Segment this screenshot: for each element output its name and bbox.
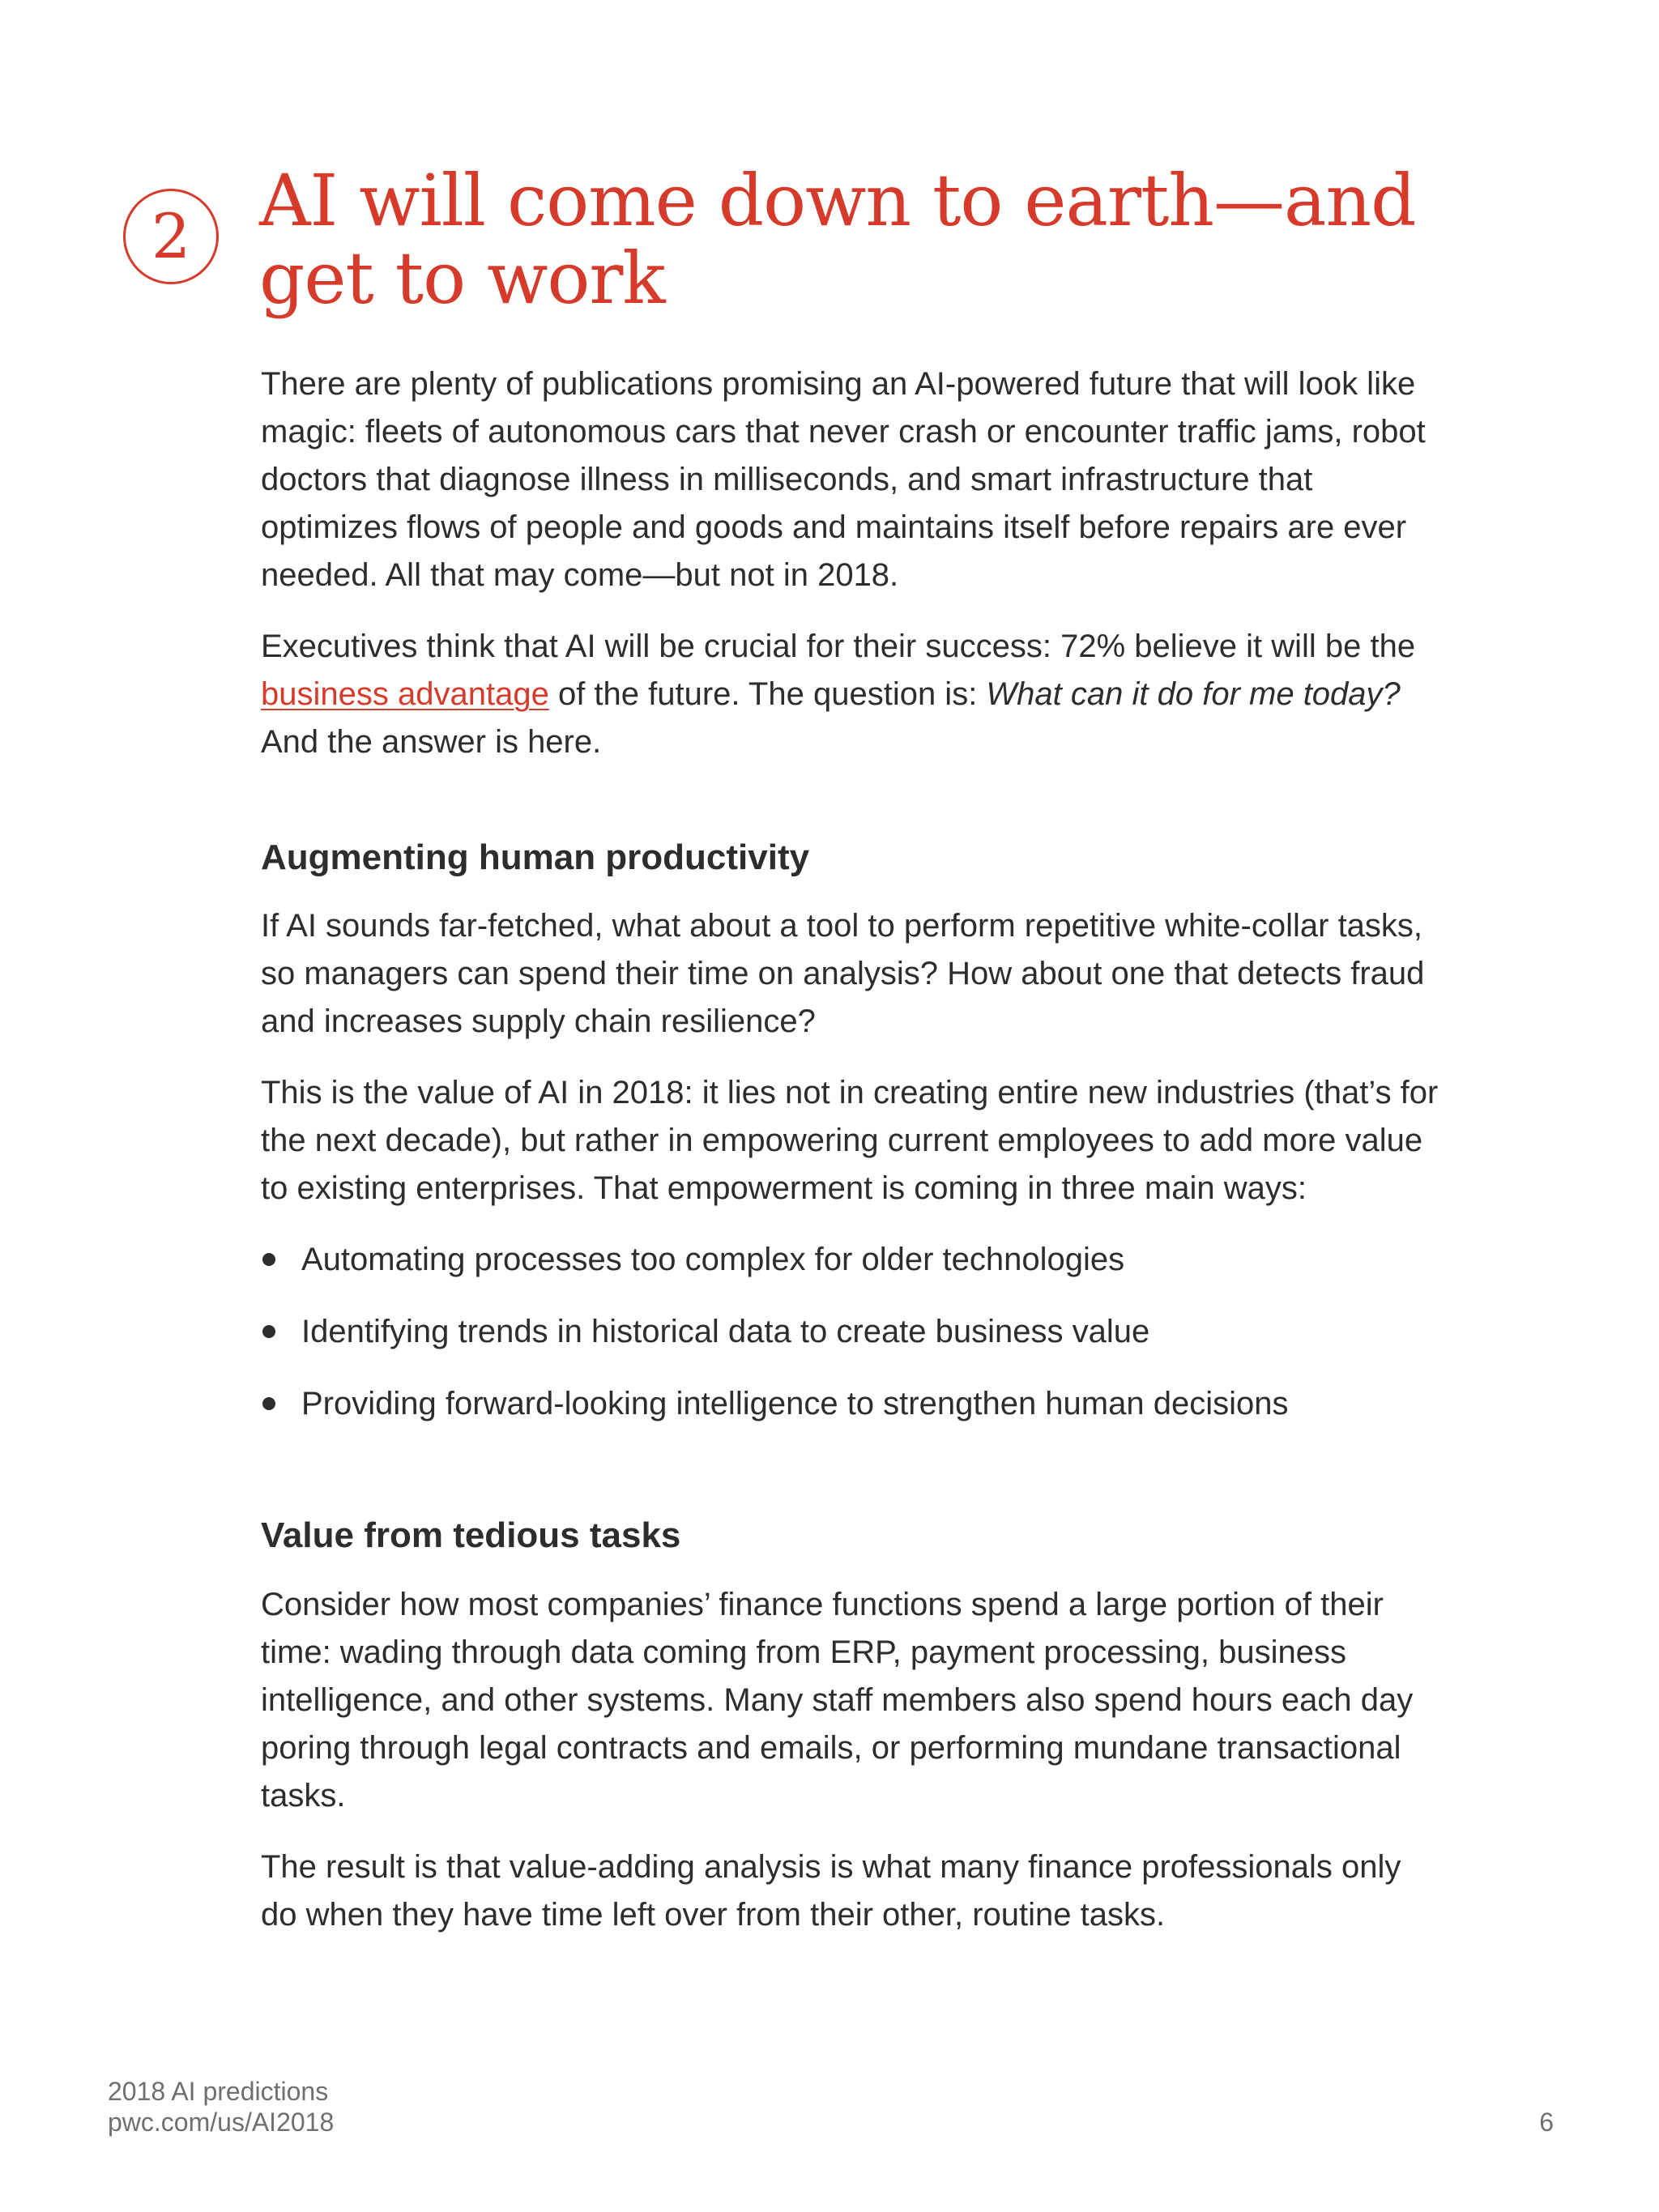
augmenting-paragraph-2: This is the value of AI in 2018: it lies not in creating entire new industries (that’s for the next decade), but rather in empowering current employees to add more value to existing enterprises. That empowerment is coming in three main ways: bbox=[261, 1075, 1439, 1206]
page-number: 6 bbox=[1539, 2108, 1554, 2137]
list-item bbox=[261, 1380, 1444, 1428]
footer-publication-title: 2018 AI predictions bbox=[108, 2077, 329, 2106]
intro-p2-text-end: And the answer is here. bbox=[261, 724, 602, 760]
list-item-text: Identifying trends in historical data to create business value bbox=[301, 1314, 1150, 1349]
footer bbox=[108, 2076, 334, 2137]
list-item bbox=[261, 1308, 1444, 1356]
bullet-icon bbox=[262, 1397, 275, 1410]
intro-p2-text-middle: of the future. The question is: bbox=[548, 676, 987, 712]
augmenting-paragraph-1: If AI sounds far-fetched, what about a tool to perform repetitive white-collar tasks, so managers can spend their time on analysis? How about one that detects fraud and increases supply chain resilience? bbox=[261, 908, 1425, 1039]
heading-value-tedious-tasks: Value from tedious tasks bbox=[261, 1515, 681, 1555]
tedious-paragraph-1: Consider how most companies’ finance functions spend a large portion of their time: wading through data coming from ERP, payment processing, business intelligence, and other systems. Many staff members also spend hours each day poring through legal contracts and emails, or performing mundane transactional tasks. bbox=[261, 1587, 1414, 1813]
tedious-paragraph-2: The result is that value-adding analysis is what many finance professionals only do when they have time left over from their other, routine tasks. bbox=[261, 1849, 1401, 1933]
intro-p2-italic-question: What can it do for me today? bbox=[986, 676, 1401, 712]
list-item bbox=[261, 1236, 1444, 1284]
intro-paragraph-2 bbox=[261, 623, 1444, 766]
business-advantage-link[interactable]: business advantage bbox=[261, 676, 549, 712]
intro-p2-text-start: Executives think that AI will be crucial for their success: 72% believe it will be the bbox=[261, 629, 1416, 664]
intro-paragraph-1: There are plenty of publications promising an AI-powered future that will look like magic: fleets of autonomous cars that never crash or encounter traffic jams, robot doctors that diagnose illness in milliseconds, and smart infrastructure that optimizes flows of people and goods and maintains itself before repairs are ever needed. All that may come—but not in 2018. bbox=[261, 366, 1426, 593]
list-item-text: Providing forward-looking intelligence to strengthen human decisions bbox=[301, 1386, 1289, 1421]
list-item-text: Automating processes too complex for older technologies bbox=[301, 1242, 1125, 1277]
page-title bbox=[259, 159, 1474, 320]
bullet-icon bbox=[262, 1325, 275, 1338]
footer-url[interactable]: pwc.com/us/AI2018 bbox=[108, 2108, 335, 2137]
title-line-2: get to work bbox=[259, 237, 665, 320]
bullet-icon bbox=[262, 1253, 275, 1266]
heading-augmenting-productivity: Augmenting human productivity bbox=[261, 837, 810, 877]
title-line-1: AI will come down to earth—and bbox=[259, 159, 1416, 242]
article-body bbox=[261, 360, 1444, 1963]
empowerment-ways-list bbox=[261, 1236, 1444, 1428]
section-number-badge: 2 bbox=[123, 189, 219, 284]
